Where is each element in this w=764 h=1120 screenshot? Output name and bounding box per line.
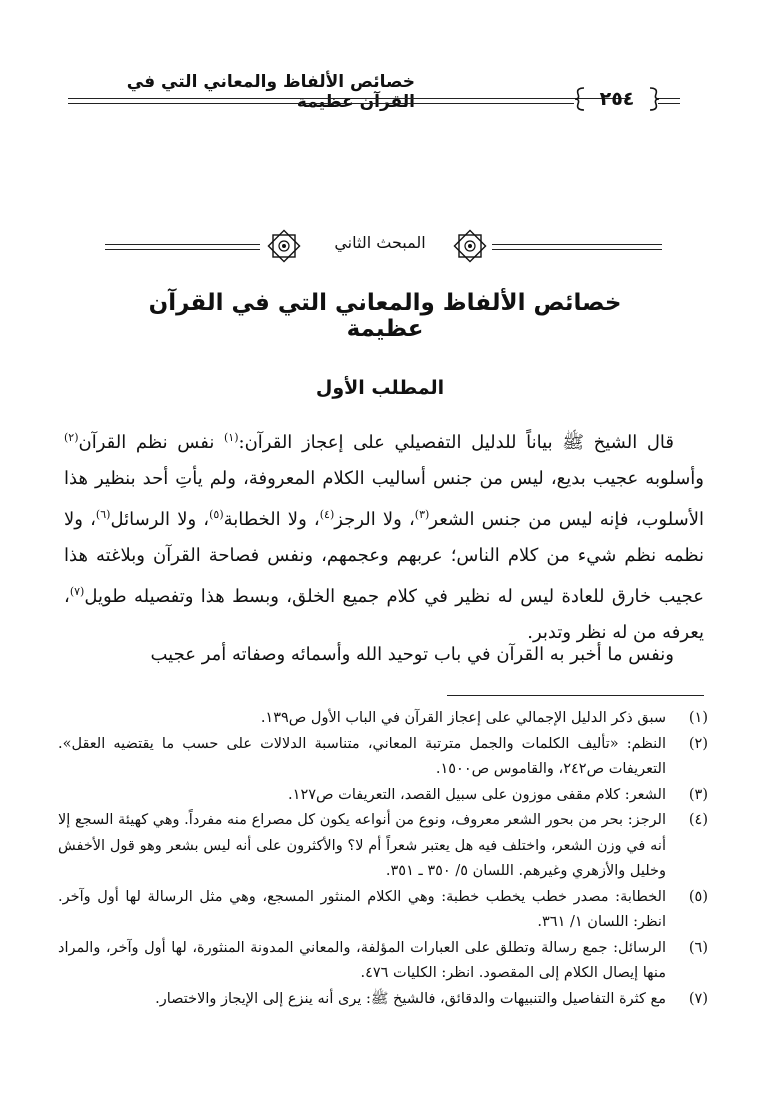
footnote-number: (٦) <box>688 939 708 956</box>
ornament-line-left <box>105 244 260 245</box>
paragraph-text: ، ولا الرسائل <box>110 509 210 530</box>
paragraph-text: ، ولا الخطابة <box>223 509 320 530</box>
footnote <box>58 732 708 783</box>
footnote-number: (٣) <box>688 786 708 803</box>
footnote-number: (١) <box>688 710 708 726</box>
footnote-text: الخطابة: مصدر خطب يخطب خطبة: وهي الكلام المنثور المسجع، وهي مثل الرسالة لها أول وآخر. انظر: اللسان ١/ ٣٦١. <box>58 888 666 930</box>
footnote-list <box>58 706 708 1012</box>
header-rule <box>68 98 628 99</box>
page-number-badge <box>574 86 660 112</box>
subsection-title: المطلب الأول <box>315 377 445 399</box>
header-rule-lower <box>68 103 574 104</box>
footnote <box>58 706 708 732</box>
footnote-number: (٥) <box>688 888 708 905</box>
footnote <box>58 987 708 1013</box>
star-ornament-icon <box>266 228 302 264</box>
paragraph-text: قال الشيخ ﷺ بياناً للدليل التفصيلي على إعجاز القرآن: <box>238 432 674 453</box>
footnote-marker[interactable]: (٦) <box>95 508 111 521</box>
header-rule-right-lower <box>658 103 680 104</box>
paragraph-text: ، يعرفه من له نظر وتدبر. <box>64 586 704 643</box>
footnote-marker[interactable]: (١) <box>223 431 239 444</box>
ornament-line-left-lower <box>105 249 260 250</box>
paragraph-text: نفس نظم القرآن <box>78 432 224 453</box>
body-paragraph <box>64 420 704 651</box>
footnote-marker[interactable]: (٧) <box>69 585 85 598</box>
running-header-title: خصائص الألفاظ والمعاني التي في القرآن عظيمة <box>126 72 415 112</box>
footnote-text: سبق ذكر الدليل الإجمالي على إعجاز القرآن في الباب الأول ص١٣٩. <box>260 710 666 726</box>
paragraph-text: وأسلوبه عجيب بديع، ليس من جنس أساليب الكلام المعروفة، ولم يأتِ أحد بنظير هذا الأسلوب، فإنه ليس من جنس الشعر <box>64 468 705 530</box>
footnote-marker[interactable]: (٣) <box>414 508 430 521</box>
star-ornament-icon <box>452 228 488 264</box>
footnote <box>58 783 708 809</box>
footnote-text: مع كثرة التفاصيل والتنبيهات والدقائق، فالشيخ ﷺ: يرى أنه ينزع إلى الإيجاز والاختصار. <box>155 990 666 1007</box>
footnote-text: الرسائل: جمع رسالة وتطلق على العبارات المؤلفة، والمعاني المدونة المنثورة، لها أول وآخر، والمراد منها إيصال الكلام إلى المقصود. انظر: الكليات ٤٧٦. <box>58 939 666 981</box>
footnote-marker[interactable]: (٤) <box>319 508 335 521</box>
header-rule-right <box>658 98 680 99</box>
footnote-text: الشعر: كلام مقفى موزون على سبيل القصد، التعريفات ص١٢٧. <box>288 786 666 803</box>
footnote-marker[interactable]: (٢) <box>64 431 79 444</box>
footnote-marker[interactable]: (٥) <box>209 508 224 521</box>
body-paragraph <box>64 637 704 673</box>
footnote-separator <box>447 695 704 696</box>
section-title: خصائص الألفاظ والمعاني التي في القرآن عظيمة <box>148 290 622 342</box>
footnote-text: الرجز: بحر من بحور الشعر معروف، ونوع من أنواعه يكون كل مصراع منه مفرداً. وهي كهيئة السجع إلا أنه في وزن الشعر، واختلف فيه هل يعتبر شعراً أم لا؟ والأكثرون على أنه ليس بشعر وهو قول الأخفش وخليل والأزهري وغيرهم. اللسان ٥/ ٣٥٠ ـ ٣٥١. <box>58 812 666 879</box>
footnote <box>58 808 708 885</box>
footnote <box>58 936 708 987</box>
footnote <box>58 885 708 936</box>
footnote-number: (٢) <box>688 735 708 752</box>
ornament-line-right-lower <box>492 249 662 250</box>
ornament-line-right <box>492 244 662 245</box>
footnote-number: (٤) <box>688 812 708 828</box>
footnote-number: (٧) <box>688 990 708 1007</box>
section-label: المبحث الثاني <box>334 233 426 252</box>
paragraph-text: ، ولا نظمه نظم شيء من كلام الناس؛ عربهم وعجمهم، ونفس فصاحة القرآن وبلاغته هذا عجيب خارق للعادة ليس له نظير في كلام جميع الخلق، وبسط هذا وتفصيله طويل <box>64 509 704 607</box>
footnote-text: النظم: «تأليف الكلمات والجمل مترتبة المعاني، متناسبة الدلالات على حسب ما يقتضيه العقل». التعريفات ص٢٤٢، والقاموس ص١٥٠٠. <box>58 735 666 777</box>
paragraph-text: ، ولا الرجز <box>334 509 415 530</box>
page-number: ٢٥٤ <box>599 88 635 110</box>
paragraph-text: ونفس ما أخبر به القرآن في باب توحيد الله وأسمائه وصفاته أمر عجيب <box>150 644 674 665</box>
